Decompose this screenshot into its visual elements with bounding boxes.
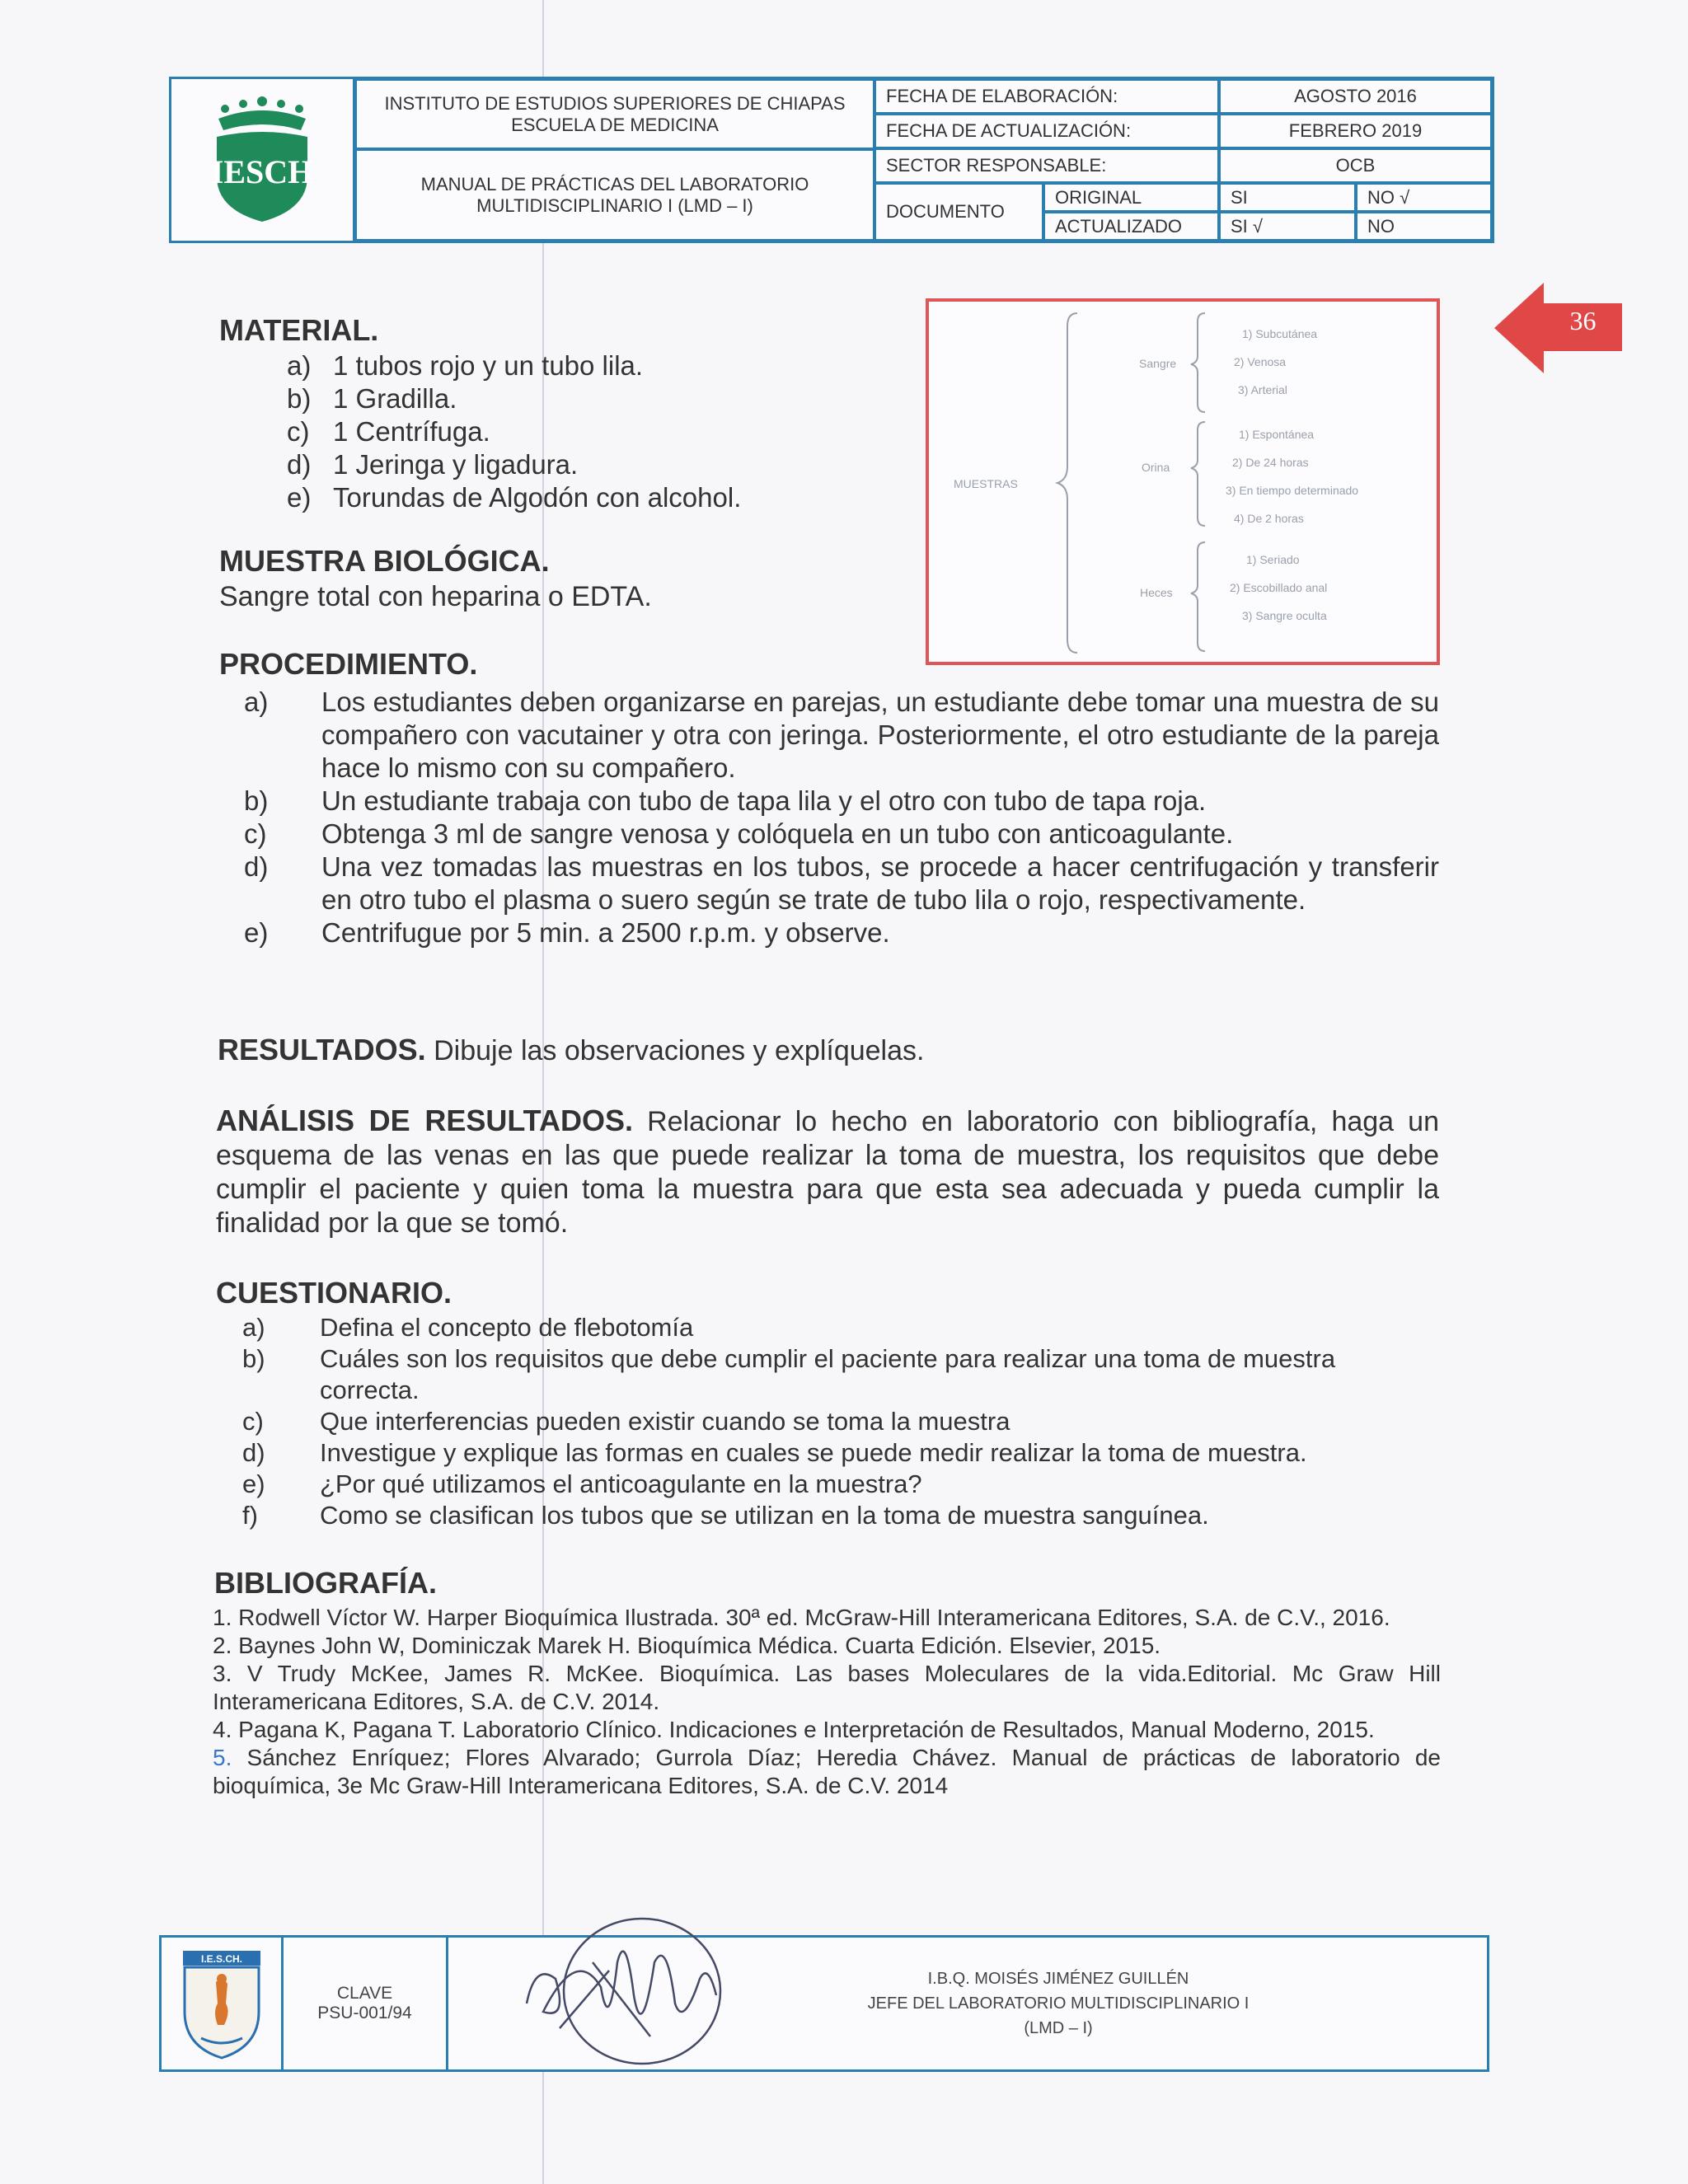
analisis-paragraph (216, 1104, 1439, 1240)
list-item-text: Centrifugue por 5 min. a 2500 r.p.m. y observe. (321, 917, 890, 948)
page-number-tab (1494, 283, 1626, 377)
bibliography-entry (213, 1604, 1441, 1632)
actualizado-no: NO (1356, 212, 1492, 241)
list-item-letter: a) (244, 687, 269, 717)
bibliography-text: Pagana K, Pagana T. Laboratorio Clínico. Indicaciones e Interpretación de Resultados, Manual Moderno, 2015. (232, 1717, 1375, 1742)
list-item-text: Los estudiantes deben organizarse en parejas, un estudiante debe tomar una muestra de su compañero con vacutainer y otra con jeringa. Posteriormente, el otro estudiante de la pareja hace lo mismo con su compañero. (321, 687, 1439, 783)
diagram-item: 1) Seriado (1246, 553, 1300, 566)
scan-artifact-line (542, 0, 544, 2184)
bibliography-number: 5. (213, 1745, 232, 1770)
muestra-text: Sangre total con heparina o EDTA. (219, 581, 652, 612)
analisis-heading: ANÁLISIS DE RESULTADOS. (216, 1104, 633, 1137)
bibliography-entry (213, 1632, 1441, 1660)
clave-value: PSU-001/94 (317, 2004, 412, 2022)
footer-seal (162, 1938, 284, 2069)
signer-title: JEFE DEL LABORATORIO MULTIDISCIPLINARIO I (867, 1994, 1250, 2013)
list-item-text: 1 tubos rojo y un tubo lila. (333, 350, 644, 381)
list-item-letter: c) (287, 416, 310, 447)
sector-label: SECTOR RESPONSABLE: (874, 148, 1219, 183)
list-item-letter: b) (242, 1344, 265, 1373)
procedimiento-item (244, 686, 1439, 785)
list-item-text: Que interferencias pueden existir cuando se toma la muestra (320, 1407, 1010, 1436)
cuestionario-item (242, 1437, 1439, 1469)
procedimiento-heading: PROCEDIMIENTO. (219, 647, 478, 681)
procedimiento-list (244, 686, 1439, 949)
bibliography-number: 3. (213, 1661, 232, 1686)
list-item-text: 1 Gradilla. (333, 383, 457, 414)
bibliography-text: V Trudy McKee, James R. McKee. Bioquímica. Las bases Moleculares de la vida.Editorial. Mc Graw Hill Interamericana Editores, S.A. de C.V. 2014. (213, 1661, 1441, 1714)
muestra-heading: MUESTRA BIOLÓGICA. (219, 544, 550, 578)
list-item-text: Un estudiante trabaja con tubo de tapa lila y el otro con tubo de tapa roja. (321, 785, 1207, 816)
diagram-item: 1) Espontánea (1239, 428, 1315, 441)
list-item-text: 1 Centrífuga. (333, 416, 490, 447)
list-item-text: Obtenga 3 ml de sangre venosa y colóquela en un tubo con anticoagulante. (321, 818, 1234, 849)
cuestionario-heading: CUESTIONARIO. (216, 1276, 452, 1310)
bibliography-text: Sánchez Enríquez; Flores Alvarado; Gurrola Díaz; Heredia Chávez. Manual de prácticas de laboratorio de bioquímica, 3e Mc Graw-Hill Interamericana Editores, S.A. de C.V. 2014 (213, 1745, 1441, 1798)
material-item (287, 349, 864, 382)
diagram-svg (929, 302, 1437, 662)
procedimiento-item (244, 785, 1439, 818)
header-table (169, 77, 1494, 243)
list-item-letter: e) (287, 482, 312, 513)
diagram-root: MUESTRAS (954, 477, 1018, 490)
material-heading: MATERIAL. (219, 313, 379, 347)
fecha-elab-label: FECHA DE ELABORACIÓN: (874, 79, 1219, 114)
cuestionario-item (242, 1406, 1439, 1437)
list-item-text: Defina el concepto de flebotomía (320, 1313, 694, 1342)
manual-cell (355, 149, 874, 241)
diagram-group-heces: Heces (1140, 586, 1173, 599)
list-item-letter: b) (287, 383, 312, 414)
fecha-elab-value: AGOSTO 2016 (1219, 79, 1492, 114)
signer-lab: (LMD – I) (1024, 2019, 1093, 2037)
sector-value: OCB (1219, 148, 1492, 183)
material-item (287, 382, 864, 415)
cuestionario-item (242, 1500, 1439, 1531)
institute-logo (171, 79, 355, 241)
bibliography-entry (213, 1660, 1441, 1716)
actualizado-label: ACTUALIZADO (1043, 212, 1219, 241)
footer-table (159, 1935, 1489, 2072)
list-item-letter: e) (242, 1469, 265, 1498)
diagram-item: 3) Arterial (1238, 383, 1287, 396)
resultados-text: Dibuje las observaciones y explíquelas. (425, 1035, 925, 1066)
bibliography-number: 4. (213, 1717, 232, 1742)
seal-text: I.E.S.CH. (200, 1953, 242, 1965)
list-item-letter: d) (244, 851, 269, 882)
list-item-letter: d) (242, 1438, 265, 1467)
bibliography-entry (213, 1716, 1441, 1744)
original-label: ORIGINAL (1043, 183, 1219, 212)
fecha-act-value: FEBRERO 2019 (1219, 114, 1492, 148)
cuestionario-list (242, 1312, 1439, 1531)
signer-block (844, 1938, 1273, 2069)
diagram-item: 3) Sangre oculta (1242, 609, 1327, 622)
list-item-letter: d) (287, 449, 312, 480)
school-name: ESCUELA DE MEDICINA (511, 114, 719, 135)
cuestionario-item (242, 1343, 1439, 1406)
procedimiento-item (244, 818, 1439, 851)
institute-name: INSTITUTO DE ESTUDIOS SUPERIORES DE CHIAPAS (384, 92, 846, 114)
list-item-letter: e) (244, 917, 269, 948)
manual-title-line1: MANUAL DE PRÁCTICAS DEL LABORATORIO (420, 173, 809, 194)
list-item-letter: a) (242, 1313, 265, 1342)
resultados-heading: RESULTADOS. (218, 1033, 426, 1066)
bibliography-entry (213, 1744, 1441, 1800)
list-item-text: Cuáles son los requisitos que debe cumplir el paciente para realizar una toma de muestra correcta. (320, 1344, 1336, 1404)
documento-label: DOCUMENTO (874, 183, 1043, 241)
list-item-text: ¿Por qué utilizamos el anticoagulante en la muestra? (320, 1469, 922, 1498)
list-item-text: Una vez tomadas las muestras en los tubos, se procede a hacer centrifugación y transferir en otro tubo el plasma o suero según se trate de tubo lila o rojo, respectivamente. (321, 851, 1439, 915)
bibliografia-heading: BIBLIOGRAFÍA. (214, 1566, 437, 1600)
list-item-text: Torundas de Algodón con alcohol. (333, 482, 742, 513)
diagram-item: 3) En tiempo determinado (1226, 484, 1359, 497)
original-no: NO √ (1356, 183, 1492, 212)
cuestionario-item (242, 1312, 1439, 1343)
original-si: SI (1219, 183, 1356, 212)
bibliography-text: Rodwell Víctor W. Harper Bioquímica Ilustrada. 30ª ed. McGraw-Hill Interamericana Editores, S.A. de C.V., 2016. (232, 1605, 1390, 1630)
material-list (287, 349, 864, 514)
diagram-item: 1) Subcutánea (1242, 327, 1318, 340)
diagram-group-orina: Orina (1142, 461, 1170, 474)
signature-cell (448, 1938, 1487, 2069)
material-item (287, 415, 864, 448)
list-item-text: 1 Jeringa y ligadura. (333, 449, 579, 480)
procedimiento-item (244, 916, 1439, 949)
cuestionario-item (242, 1469, 1439, 1500)
list-item-text: Investigue y explique las formas en cuales se puede medir realizar la toma de muestra. (320, 1438, 1307, 1467)
bibliography-number: 1. (213, 1605, 232, 1630)
signature-image (510, 1913, 757, 2069)
diagram-item: 4) De 2 horas (1234, 512, 1304, 525)
diagram-item: 2) De 24 horas (1232, 456, 1309, 469)
list-item-letter: b) (244, 785, 269, 816)
list-item-letter: a) (287, 350, 312, 381)
diagram-item: 2) Escobillado anal (1230, 581, 1328, 594)
analisis-text: Relacionar lo hecho en laboratorio con bibliografía, haga un esquema de las venas en las que puede realizar la toma de muestra, los requisitos que debe cumplir el paciente y quien toma la muestra para que esta sea adecuada y pueda cumplir la finalidad por la que se tomó. (216, 1106, 1439, 1239)
fecha-act-label: FECHA DE ACTUALIZACIÓN: (874, 114, 1219, 148)
diagram-group-sangre: Sangre (1139, 357, 1177, 370)
list-item-letter: c) (242, 1407, 264, 1436)
svg-text:IESCH: IESCH (210, 153, 314, 190)
resultados-paragraph (218, 1033, 1437, 1068)
actualizado-si: SI √ (1219, 212, 1356, 241)
clave-cell (284, 1938, 448, 2069)
manual-title-line2: MULTIDISCIPLINARIO I (LMD – I) (476, 194, 753, 216)
bibliography-text: Baynes John W, Dominiczak Marek H. Bioquímica Médica. Cuarta Edición. Elsevier, 2015. (232, 1633, 1161, 1658)
bibliografia-list (213, 1604, 1441, 1800)
page-number: 36 (1569, 306, 1597, 335)
list-item-text: Como se clasifican los tubos que se utilizan en la toma de muestra sanguínea. (320, 1501, 1209, 1530)
list-item-letter: f) (242, 1501, 258, 1530)
material-item (287, 448, 864, 481)
procedimiento-item (244, 851, 1439, 916)
diagram-item: 2) Venosa (1234, 355, 1287, 368)
material-item (287, 481, 864, 514)
sample-types-diagram (926, 298, 1440, 665)
list-item-letter: c) (244, 818, 267, 849)
clave-label: CLAVE (336, 1984, 393, 2003)
bibliography-number: 2. (213, 1633, 232, 1658)
institute-cell (355, 79, 874, 149)
signer-name: I.B.Q. MOISÉS JIMÉNEZ GUILLÉN (927, 1970, 1189, 1988)
